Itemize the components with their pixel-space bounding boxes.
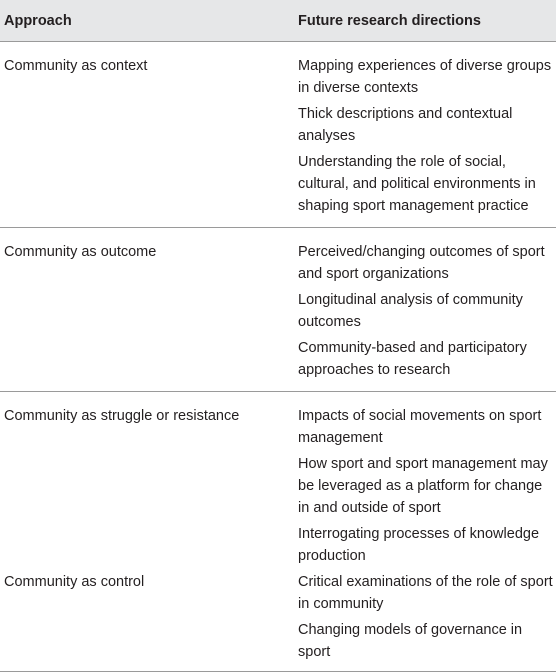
approach-cell: Community as context — [0, 42, 295, 228]
direction-item: How sport and sport management may be leveraged as a platform for change in and outside of sport — [298, 456, 548, 516]
table-row — [0, 567, 556, 672]
direction-item: Impacts of social movements on sport management — [298, 408, 542, 446]
direction-item: Longitudinal analysis of community outcomes — [298, 292, 523, 330]
table-row — [0, 228, 556, 392]
direction-item: Understanding the role of social, cultural, and political environments in shaping sport management practice — [298, 154, 536, 214]
direction-item: Changing models of governance in sport — [298, 622, 523, 660]
header-approach: Approach — [0, 0, 295, 42]
direction-item: Community-based and participatory approaches to research — [298, 340, 527, 378]
directions-cell — [295, 567, 556, 672]
approach-cell: Community as outcome — [0, 228, 295, 392]
header-row — [0, 0, 556, 42]
header-future-research-directions: Future research directions — [295, 0, 556, 42]
approach-cell: Community as struggle or resistance — [4, 408, 240, 424]
table-row — [0, 392, 556, 568]
direction-item: Thick descriptions and contextual analyses — [298, 106, 513, 144]
table-body — [0, 42, 556, 672]
directions-cell — [295, 42, 556, 228]
direction-item: Critical examinations of the role of sport in community — [298, 574, 553, 612]
direction-item: Mapping experiences of diverse groups in diverse contexts — [298, 58, 552, 96]
table-row — [0, 42, 556, 228]
table-header — [0, 0, 556, 42]
approach-cell: Community as control — [0, 567, 295, 672]
direction-item: Interrogating processes of knowledge production — [298, 526, 540, 564]
directions-cell — [295, 228, 556, 392]
directions-cell — [295, 392, 556, 568]
direction-item: Perceived/changing outcomes of sport and sport organizations — [298, 244, 545, 282]
